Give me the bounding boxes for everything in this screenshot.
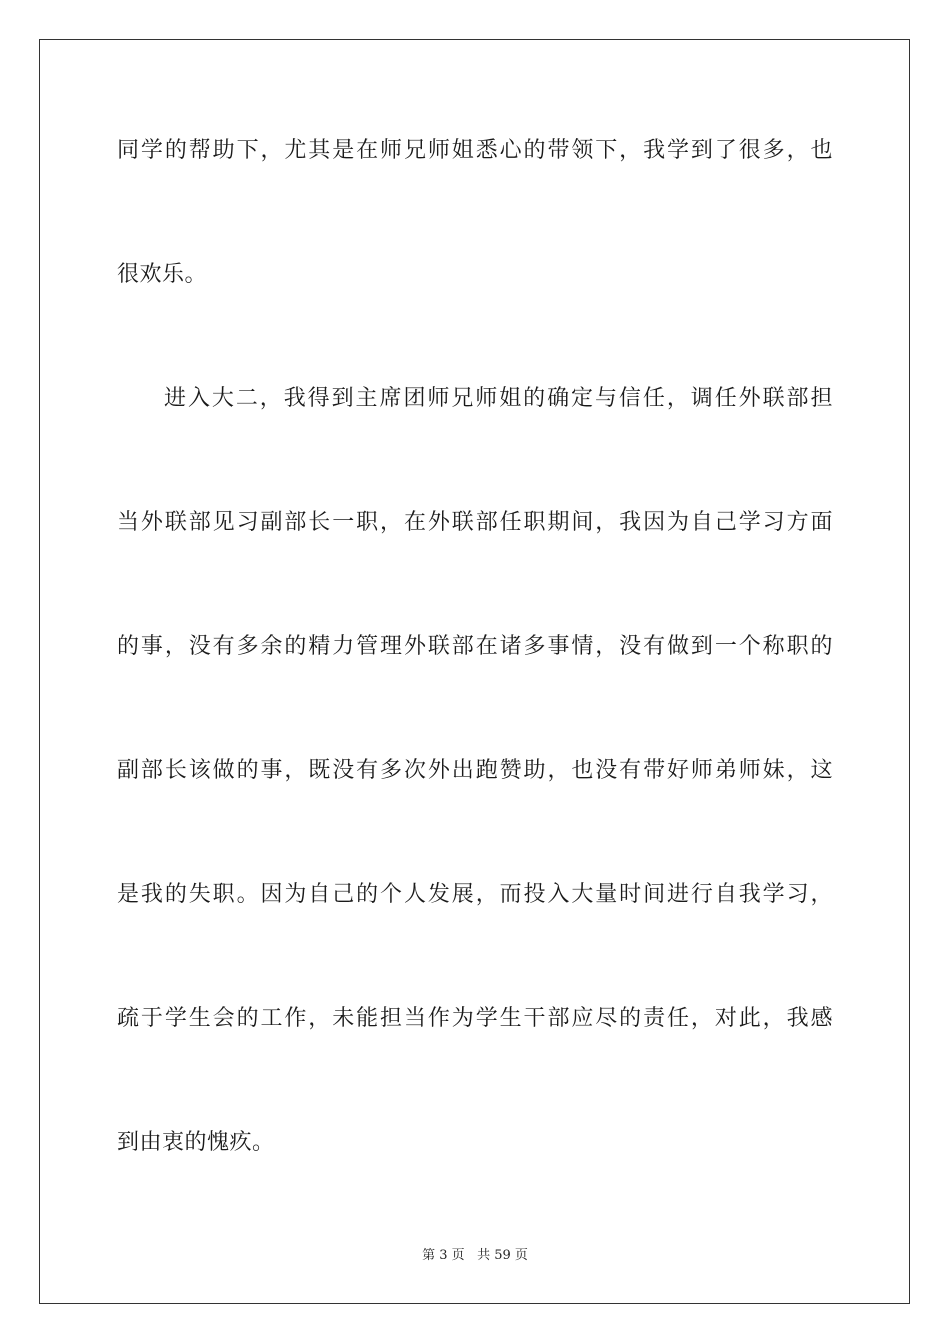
text-line: 副部长该做的事，既没有多次外出跑赞助，也没有带好师弟师妹，这 (117, 758, 833, 783)
paragraph-first-line: 进入大二，我得到主席团师兄师姐的确定与信任，调任外联部担 (164, 386, 833, 411)
page-footer (0, 1247, 950, 1265)
text-line: 很欢乐。 (117, 262, 208, 287)
text-line: 当外联部见习副部长一职，在外联部任职期间，我因为自己学习方面 (117, 510, 833, 535)
text-line: 的事，没有多余的精力管理外联部在诸多事情，没有做到一个称职的 (117, 634, 833, 659)
text-line: 同学的帮助下，尤其是在师兄师姐悉心的带领下，我学到了很多，也 (117, 138, 833, 163)
text-line: 到由衷的愧疚。 (117, 1130, 275, 1155)
page-total: 共 59 页 (477, 1248, 528, 1263)
text-line: 是我的失职。因为自己的个人发展，而投入大量时间进行自我学习， (117, 882, 833, 907)
text-line: 疏于学生会的工作，未能担当作为学生干部应尽的责任，对此，我感 (117, 1006, 833, 1031)
page-number: 第 3 页 (422, 1248, 465, 1263)
page-frame (39, 39, 910, 1304)
